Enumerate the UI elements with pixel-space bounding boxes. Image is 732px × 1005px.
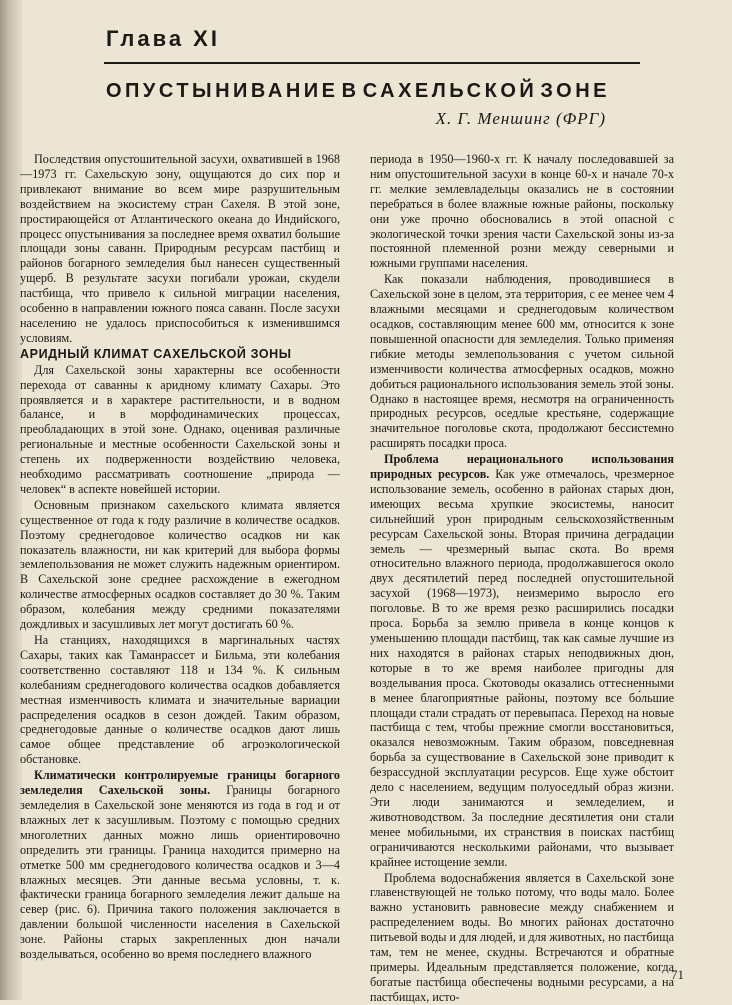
paragraph: Последствия опустошительной засухи, охватившей в 1968—1973 гг. Сахельскую зону, ощущаются до сих пор и привлекают внимание во всем мире разрушительным воздействием на экосистему стран Сахеля. В этой зоне, простирающейся от Атлантического океана до Индийского, процесс опустынивания за последнее время охватил большие площади зоны саванн. Природным ресурсам пастбищ и районов богарного земледелия был нанесен существенный ущерб. В результате засухи погибали урожаи, скудели пастбища, что привело к сильной миграции населения, особенно в направлении южного пояса саванн. После засухи населению не удалось приспособиться к изменившимся условиям. xyxy=(20,152,340,345)
title-word: САХЕЛЬСКОЙ xyxy=(362,80,538,102)
author-byline: Х. Г. Меншинг (ФРГ) xyxy=(435,109,606,128)
paragraph: Как показали наблюдения, проводившиеся в Сахельской зоне в целом, эта территория, с ее менее чем 4 влажными месяцами и среднегодовым количеством осадков, составляющим менее 600 мм, относится к зоне повышенной опасности для земледелия. Только применяя гибкие методы землепользования с учетом сильной изменчивости количества атмосферных осадков, можно добиться рационального использования земель этой зоны. Однако в настоящее время, несмотря на ограниченность природных ресурсов, оседлые крестьяне, содержащие значительное поголовье скота, продолжают бессистемно расширять посадки проса. xyxy=(370,272,674,451)
left-text-column xyxy=(20,152,340,962)
section-heading: АРИДНЫЙ КЛИМАТ САХЕЛЬСКОЙ ЗОНЫ xyxy=(20,346,292,361)
book-spine-shadow xyxy=(0,0,22,1000)
paragraph: периода в 1950—1960-х гг. К началу последовавшей за ним опустошительной засухи в конце 60-х и начале 70-х гг. мелкие землевладельцы оказались не в состоянии перебраться в более влажные южные районы, поскольку они уже прочно обосновались в этой опасной с экологической точки зрения части Сахельской зоны из-за постоянной племенной розни между северными и южными группами населения. xyxy=(370,152,674,271)
runin-heading: Климатически контролируемые границы богарного земледелия Сахельской зоны. xyxy=(20,768,340,798)
title-word: В xyxy=(341,80,360,102)
runin-heading: Проблема нерационального использования природных ресурсов. xyxy=(370,452,674,482)
paragraph: На станциях, находящихся в маргинальных частях Сахары, таких как Таманрассет и Бильма, эти колебания соответственно составляют 118 и 134 %. К сильным колебаниям среднегодового количества осадков добавляется местная изменчивость климата и значительные вариации распределения осадков в сезон дождей. Таким образом, среднегодовые данные о количестве осадков дают лишь самое общее представление об агроэкологической обстановке. xyxy=(20,633,340,767)
right-text-column xyxy=(370,152,674,1005)
paragraph-text: Как уже отмечалось, чрезмерное использование земель, особенно в районах старых дюн, имеющих весьма хрупкие экосистемы, наносит сильнейший урон природным сельскохозяйственным ресурсам Сахельской зоны. Вторая причина деградации земель — чрезмерный выпас скота. Во время относительно влажного периода, продолжавшегося около двух десятилетий перед последней опустошительной засухой (1968—1973), неизмеримо выросло его поголовье. В то же время резко расширились посадки проса. Борьба за землю привела в конце концов к уменьшению площади пастбищ, так как самые лучшие из них находятся в районах старых неподвижных дюн, которые в то же время наиболее пригодны для возделывания проса. Скотоводы оказались оттесненными в менее благоприятные районы, поэтому все бо́льшие площади стали страдать от перевыпаса. Переход на новые пастбища с тем, чтобы прежние смогли восстановиться, оказался невозможным. Таким образом, повседневная борьба за существование в Сахельской зоне приводит к безрассудной эксплуатации ресурсов. Еще хуже обстоит дело с населением, ведущим полуоседлый образ жизни. Эти люди занимаются и земледелием, и животноводством. За последние десятилетия они стали менее мобильными, их странствия в поисках пастбищ ограничиваются несколькими районами, что вызывает крайнее истощение земли. xyxy=(370,467,674,869)
paragraph: Для Сахельской зоны характерны все особенности перехода от саванны к аридному климату Сахары. Это проявляется и в характере растительности, и в водном балансе, и в морфодинамических процессах, преобладающих в этой зоне. Однако, оценивая различные региональные и местные особенности Сахельской зоны и степень их подверженности воздействию человека, необходимо рассматривать соотношение „природа — человек“ в аспекте новейшей истории. xyxy=(20,362,340,496)
paragraph: Проблема водоснабжения является в Сахельской зоне главенствующей не только потому, что воды мало. Более важно установить равновесие между снабжением и распределением воды. Во многих районах достаточно питьевой воды и для людей, и для животных, но пастбища там, тем не менее, скудны. Встречаются и обратные примеры. Идеальным представляется положение, когда богатые пастбища обеспечены водными ресурсами, а на пастбищах, исто- xyxy=(370,870,674,1004)
page-number: 71 xyxy=(671,967,684,982)
paragraph: Основным признаком сахельского климата является существенное от года к году различие в количестве осадков. Поэтому среднегодовое количество осадков ни как показатель влажности, ни как критерий для выбора формы землепользования не может служить надежным ориентиром. В Сахельской зоне среднее расхождение в ежегодном количестве атмосферных осадков составляет до 30 %. Таким образом, колебания между средними показателями дождливых и засушливых лет могут достигать 60 %. xyxy=(20,497,340,632)
chapter-rule xyxy=(104,62,640,64)
title-word: ЗОНЕ xyxy=(540,80,610,102)
paragraph-text: Границы богарного земледелия в Сахельской зоне меняются из года в год и от влажных лет к засушливым. Поэтому с помощью средних многолетних данных можно лишь ориентировочно определить эти границы. Граница находится примерно на отметке 500 мм среднегодового количества осадков и 3—4 влажных месяцев. Эти данные весьма условны, т. к. фактически граница богарного земледелия лежит дальше на север (рис. 6). Причина такого положения заключается в давлении большой численности населения в Сахельской зоне. Районы старых закрепленных дюн начали возделываться, особенно во время последнего влажного xyxy=(20,783,340,962)
chapter-label: Глава XI xyxy=(106,26,220,51)
paragraph xyxy=(370,452,674,869)
paragraph xyxy=(20,768,340,962)
chapter-title xyxy=(106,80,610,103)
title-word: ОПУСТЫНИВАНИЕ xyxy=(106,80,339,102)
